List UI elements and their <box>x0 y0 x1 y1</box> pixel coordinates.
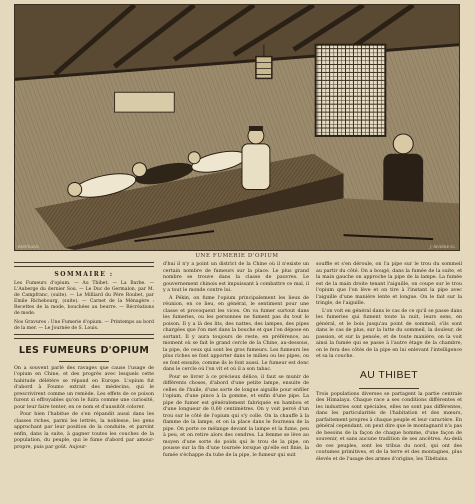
headline-rule <box>59 361 109 362</box>
middle-paragraph-1: d'hui il n'y a point un district de la Chine où il n'existe un certain nombre de fumeurs sur la place. Le plus grand nombre se trouve dans la classe de pauvres. Le gouvernement chinois est impuissant à combattre ce mal, il y a tout le monde contre lui. <box>163 262 309 293</box>
article-paragraph-2: Pour bien l'habitue de s'en répandit aussi dans les classes riches, parmi les lettrés, la noblesse, les gens approchant par leur position de la conduite, et parvint enfin, dans la suite, à gagner toutes les couches de la population, du peuple, qui le fume d'abord par amour-propre, puis par goût. Aujour- <box>14 412 154 450</box>
engraver-credit-left: BERTRAND <box>18 245 40 249</box>
summary-top-rule <box>14 262 154 267</box>
right-paragraph-2: L'on voit en général dans le cas de ce qu'il se passe dans les fumeries qui fument toute la nuit, leurs sens, en général, et le bois jusqu'au point de sommeil, s'ils sont dans le cas de plus, sur la lutte du sommeil, la douleur, de passion, et sur la pensée, et de toute manière, on la voit ainsi la fumée qui se passe à l'autre étage de la chambre, on le fera des côtés de la pipe en lui enlevant l'intelligence et sa la couche. <box>316 308 462 359</box>
summary-title: SOMMAIRE : <box>54 271 114 278</box>
summary-text: Les Fumeurs d'opium. — Au Thibet. — La Barbe. — L'Auberge du dernier Sou. — Le Duc de Germalon, par M. de Campfranc, (suite). — Le Milliard du Père Roubet, par Emile Richebourg, (suite). — Carnet de la Ménagère : Recettes de la mode, bouchées au beurre. — Récréations de mode. <box>14 281 154 317</box>
column-right <box>316 262 462 463</box>
right-paragraph-3: Trois populations diverses se partagent la partie centrale des Himalaya. Chaque race a ses conditions différentes et les industries sont spéciales, elles ne sont pas différentes, dans les particularités de l'habitation et des mœurs, parfaitement propres à chaque peuple et leur caractère. En général cependant, on peut dire que le montagnard n'a pas de besoins de la façon de chaque homme, d'une façon de souvenir, et sans aucune tradition de ses ancêtres. Au-delà de ces peuples, sont les tribus du nord, qui ont des coutumes primitives, et de la terre et des montagnes, plus élevés et de l'usage des armes d'origine, les Tibétains. <box>316 391 462 462</box>
opium-den-engraving <box>14 4 460 251</box>
middle-paragraph-2: À Pékin, on fume l'opium principalement les lieux de réunion, en ce lieu, en général, le sentiment pour une classe et provoquent les vices. On va fumer surtout dans les fumeries, ou les personnes ne fument pas du tout le poison. Il y a là des lits, des nattes, des lampes, des pipes chargées que l'on met dans la bouche et que l'on dépose en sortant. Il y aura toujours de reste, en préférence, au moment où se fait le grand cercle de la Chine, au-dessous, la pipe, de ceux qui sont les gros fumeurs. Les fumeurs les plus riches se font apporter dans le milieu ou les pipes, ou se font ensuite, comme ils le font aussi. Le fumeur est donc dans le cercle où l'on vit et où il a son tabac. <box>163 295 309 372</box>
article-headline: LES FUMEURS D'OPIUM <box>18 344 150 356</box>
summary-gravures: Nos Gravures : Une Fumerie d'opium. — Printemps au bord de la mer. — Le Journée de S. Louis. <box>14 319 154 331</box>
column-middle <box>163 262 309 459</box>
middle-paragraph-3: Pour se livrer à ce précieux délice, il faut se munir de différents choses, d'abord d'une petite lampe, ensuite de celles de l'huile, d'une sorte de longue aiguille pour enfiler l'opium, d'une pince à la gomme, et enfin d'une pipe. La pipe de fumer est généralement fabriquée en bambou et d'une longueur de 0,60 centimètres. On y voit percé d'un trou sur le côté de l'opium qui s'y colle. On la chauffe à la flamme de la lampe, et on la place dans le fourneau de la pipe. On porte ce mélange devant la lampe et la fume, peu à peu, et on retire alors des cendres. La femme se lève au moyen d'une sorte de poids qui le trou de la pipe, on pousse sur la fin d'une tournée lorsque qu'elle est finie, la fumée s'échappe du tube de la pipe, le fumeur qui suit <box>163 374 309 458</box>
article-paragraph-1: On a souvent parlé des ravages que cause l'usage de l'opium en Chine, et des progrès avec lesquels cette habitude délétère se répand en Europe. L'opium fut d'abord à Foumo extrait des médecins, qui le prescrivirent comme un remède. Les effets de ce poison furent si effroyables qu'on le fuira comme une curiosité, pour leur faire tenter, en ce nom et d'aussitôt colorer. <box>14 365 154 410</box>
illustration-caption: UNE FUMERIE D'OPIUM <box>195 253 279 259</box>
column-left <box>14 262 154 451</box>
second-headline: AU THIBET <box>359 368 419 381</box>
second-headline-rule <box>359 388 419 389</box>
engraving-art <box>15 5 459 250</box>
engraver-credit-right: J. RIVIÈRE SC. <box>430 245 457 249</box>
summary-bottom-rule <box>14 334 154 339</box>
right-paragraph-1: souffle et s'en déroule, on l'a pipe sur le trou du sommeil au partir du côté. On a bougé, dans la fumée de la suite, et la main gauche on approche la pipe de la lampe. La fumée est de la main droite tenant l'aiguille, on coupe sur le trou l'opium que l'on lève et on tire à l'instant la pipe avec l'aiguille d'une manière lente et longue. On le fait sur la tringle, de l'aiguille. <box>316 262 462 306</box>
